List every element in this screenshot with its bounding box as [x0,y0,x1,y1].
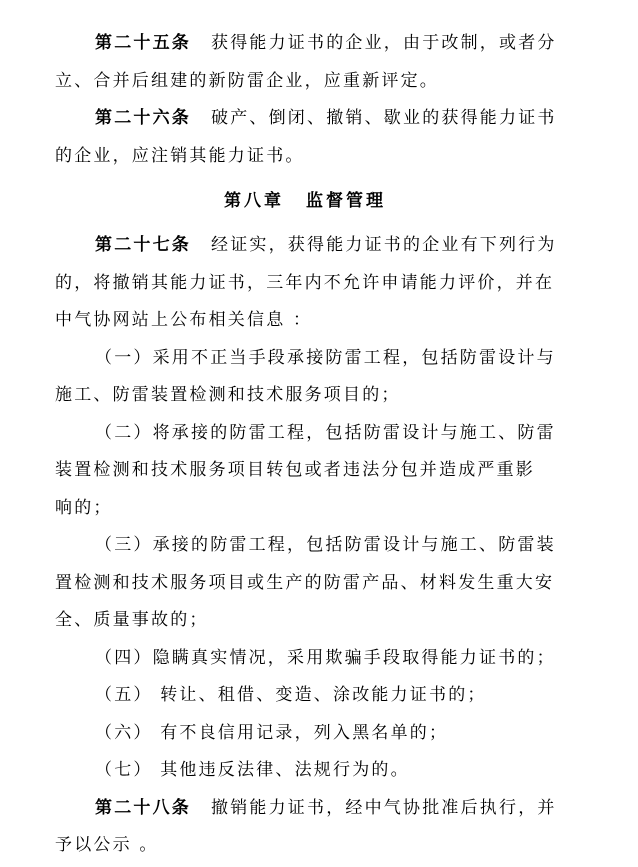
article-26 [55,100,555,175]
article-27-line-2: 的，将撤销其能力证书，三年内不允许申请能力评价，并在 [55,272,555,293]
item-3-line-2: 置检测和技术服务项目或生产的防雷产品、材料发生重大安 [55,572,555,593]
article-27-item-7 [55,752,555,790]
article-27-item-3 [55,527,555,640]
article-28 [55,790,555,865]
article-27-item-5 [55,677,555,715]
article-28-line-2: 予以公示 。 [55,835,159,855]
article-27-item-2 [55,415,555,528]
item-4-line-1: （四）隐瞒真实情况，采用欺骗手段取得能力证书的； [95,647,556,668]
item-1-line-2: 施工、防雷装置检测和技术服务项目的； [55,385,401,405]
item-2-line-3: 响的； [55,497,113,518]
item-3-line-3: 全、质量事故的； [55,610,209,630]
chapter-title: 监督管理 [306,191,386,211]
article-27-label: 第二十七条 [95,235,191,255]
article-27-line-3: 中气协网站上公布相关信息 ： [55,310,313,330]
article-26-text-1: 破产、倒闭、撤销、歇业的获得能力证书 [211,108,557,128]
article-28-text-1: 撤销能力证书，经中气协批准后执行，并 [211,797,557,818]
item-3-line-1: （三）承接的防雷工程，包括防雷设计与施工、防雷装 [95,535,556,555]
item-2-line-2: 装置检测和技术服务项目转包或者违法分包并造成严重影 [55,460,535,480]
article-25-label: 第二十五条 [95,33,191,53]
article-25-line-1 [55,25,555,63]
article-25-text-1: 获得能力证书的企业，由于改制，或者分 [211,33,557,53]
item-2-line-1: （二）将承接的防雷工程，包括防雷设计与施工、防雷 [95,422,556,443]
article-27 [55,227,555,790]
article-26-label: 第二十六条 [95,108,191,128]
chapter-number: 第八章 [224,191,284,211]
article-27-item-6 [55,715,555,753]
item-7-line-1: （七） 其他违反法律、法规行为的。 [95,760,410,780]
article-28-label: 第二十八条 [95,797,191,818]
article-27-text-1: 经证实，获得能力证书的企业有下列行为 [211,235,557,255]
article-27-item-4 [55,640,555,678]
document-page [55,25,555,865]
article-25 [55,25,555,100]
item-5-line-1: （五） 转让、租借、变造、涂改能力证书的； [95,685,487,705]
item-1-line-1: （一）采用不正当手段承接防雷工程，包括防雷设计与 [95,347,556,368]
article-27-item-1 [55,340,555,415]
article-26-line-2: 的企业，应注销其能力证书。 [55,145,305,166]
item-6-line-1: （六） 有不良信用记录，列入黑名单的； [95,722,449,743]
article-27-line-1 [55,227,555,265]
article-28-line-1 [55,790,555,828]
chapter-heading [55,175,555,227]
article-25-line-2: 立、合并后组建的新防雷企业，应重新评定。 [55,70,439,91]
article-26-line-1 [55,100,555,138]
